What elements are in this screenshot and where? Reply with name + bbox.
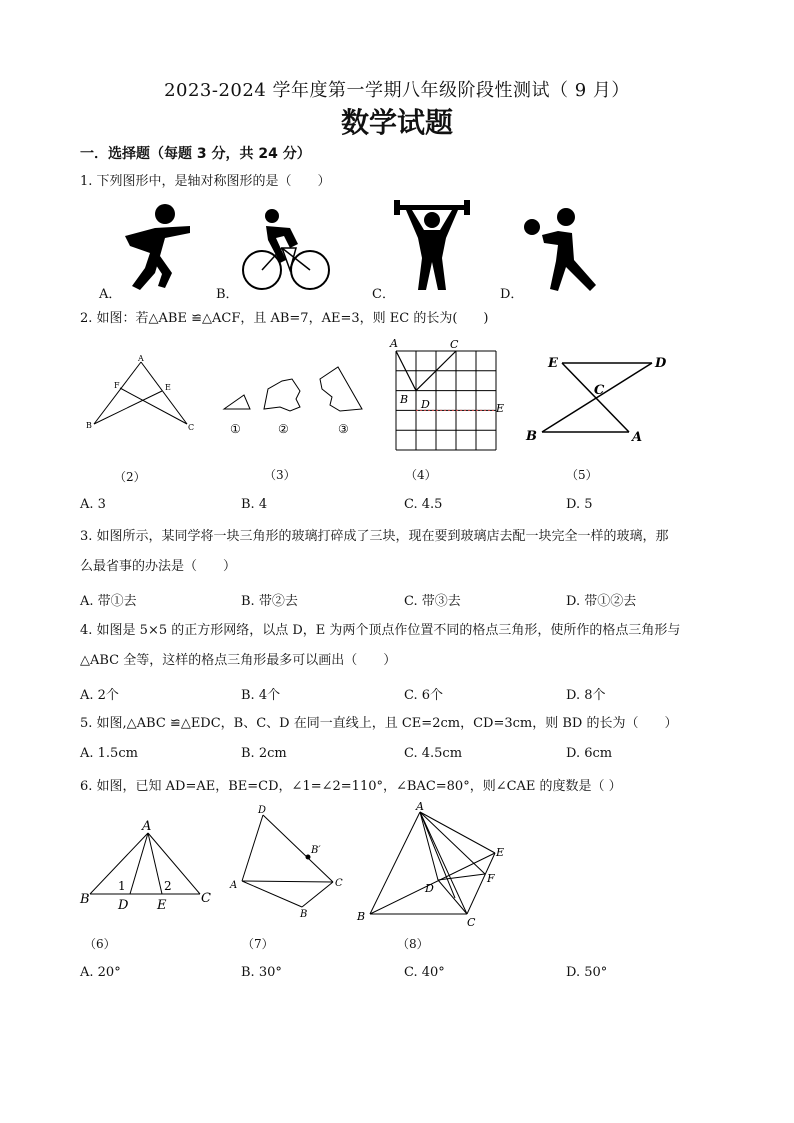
label-d: D [425,882,434,895]
label-e: E [165,383,171,392]
label-b: B [300,909,308,920]
label-d: D [118,898,129,910]
volleyball-pictogram [522,205,607,295]
q2-option-a[interactable]: A. 3 [80,497,106,512]
weightlifter-pictogram [392,200,472,295]
label-c: C [188,423,195,432]
q6-option-c[interactable]: C. 40° [404,965,445,980]
q3-option-c[interactable]: C. 带③去 [404,594,461,609]
caption-fig-2: （2） [114,470,146,484]
label-a: A [632,430,643,445]
label-c: C [201,891,211,906]
label-c: C [594,383,605,398]
q1-option-d[interactable]: D． [500,287,524,302]
label-a: A [230,880,238,891]
caption-fig-5: （5） [566,468,598,482]
q5-option-b[interactable]: B. 2cm [241,746,287,761]
label-e: E [496,846,505,859]
caption-fig-3: （3） [264,468,296,482]
figure-4-grid [388,336,508,454]
q1-option-c[interactable]: C． [372,287,395,302]
label-b: B [526,429,537,444]
q6-option-a[interactable]: A. 20° [80,965,121,980]
label-e: E [496,402,505,415]
q3-option-a[interactable]: A. 带①去 [80,594,137,609]
question-1: 1. 下列图形中，是轴对称图形的是（ ） [80,174,331,189]
q4-option-d[interactable]: D. 8个 [566,688,606,703]
question-3-line-1: 3. 如图所示，某同学将一块三角形的玻璃打碎成了三块，现在要到玻璃店去配一块完全一样的玻璃，那 [80,529,669,544]
label-angle-2: 2 [164,879,172,893]
caption-fig-4: （4） [405,468,437,482]
label-a: A [416,800,424,813]
label-d: D [655,356,667,371]
label-piece-3: ③ [338,422,349,436]
q4-option-a[interactable]: A. 2个 [80,688,119,703]
label-f: F [114,381,120,390]
label-f: F [487,872,495,885]
subject-title: 数学试题 [340,106,453,139]
label-angle-1: 1 [118,879,126,893]
figure-2 [82,352,202,437]
label-d: D [258,805,267,816]
question-4-line-2: △ABC 全等，这样的格点三角形最多可以画出（ ） [80,653,397,668]
q5-option-c[interactable]: C. 4.5cm [404,746,463,761]
label-e: E [548,356,558,371]
exam-title: 2023-2024 学年度第一学期八年级阶段性测试（ 9 月） [164,80,630,101]
q6-option-b[interactable]: B. 30° [241,965,282,980]
question-3-line-2: 么最省事的办法是（ ） [80,559,237,574]
label-a: A [390,337,398,350]
label-b-prime: B′ [311,845,321,856]
label-d: D [421,398,430,411]
q1-option-a[interactable]: A． [99,287,122,302]
q2-option-d[interactable]: D. 5 [566,497,593,512]
q1-option-b[interactable]: B． [216,287,239,302]
label-c: C [450,338,459,351]
runner-pictogram [110,198,210,293]
caption-fig-8: （8） [397,937,429,951]
label-b: B [357,910,366,923]
label-b: B [80,892,90,907]
label-b: B [86,421,92,430]
q5-option-a[interactable]: A. 1.5cm [80,746,138,761]
label-a: A [142,819,152,834]
q2-option-b[interactable]: B. 4 [241,497,268,512]
figure-3 [220,365,380,440]
section-title: 一．选择题（每题 3 分，共 24 分） [80,146,311,162]
question-6: 6. 如图，已知 AD=AE，BE=CD，∠1=∠2=110°，∠BAC=80°，则∠CAE 的度数是（ ） [80,779,622,794]
q3-option-d[interactable]: D. 带①②去 [566,594,637,609]
question-2: 2. 如图：若△ABE ≌△ACF，且 AB=7，AE=3，则 EC 的长为( ) [80,311,489,326]
label-piece-2: ② [278,422,289,436]
question-5: 5. 如图,△ABC ≌△EDC，B、C、D 在同一直线上，且 CE=2cm，CD=3cm，则 BD 的长为（ ） [80,716,678,731]
label-b: B [400,393,409,406]
q4-option-c[interactable]: C. 6个 [404,688,444,703]
label-c: C [467,916,476,927]
figure-7 [228,802,358,924]
label-c: C [335,878,343,889]
figure-5 [522,350,672,445]
label-piece-1: ① [230,422,241,436]
label-a: A [138,354,144,363]
q6-option-d[interactable]: D. 50° [566,965,608,980]
caption-fig-6: （6） [84,937,116,951]
q5-option-d[interactable]: D. 6cm [566,746,613,761]
q3-option-b[interactable]: B. 带②去 [241,594,298,609]
label-e: E [157,898,167,910]
figure-6 [78,815,218,910]
figure-8 [355,800,515,927]
caption-fig-7: （7） [242,937,274,951]
cyclist-pictogram [240,208,330,293]
q4-option-b[interactable]: B. 4个 [241,688,281,703]
question-4-line-1: 4. 如图是 5×5 的正方形网络，以点 D，E 为两个顶点作位置不同的格点三角形，使所作的格点三角形与 [80,623,681,638]
q2-option-c[interactable]: C. 4.5 [404,497,443,512]
